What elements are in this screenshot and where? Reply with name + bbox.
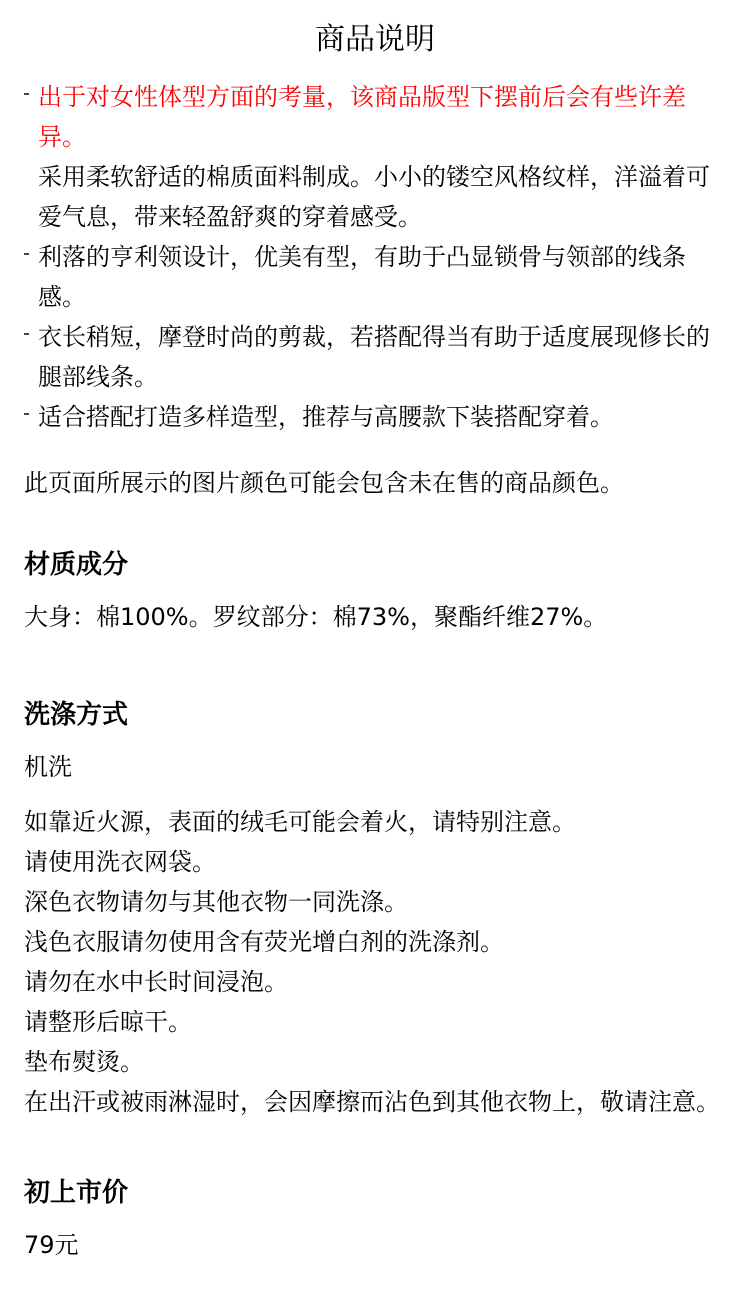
washing-heading: 洗涤方式	[24, 700, 129, 730]
washing-method: 机洗	[24, 753, 72, 781]
washing-note: 垫布熨烫。	[24, 1048, 144, 1076]
washing-note: 请使用洗衣网袋。	[24, 848, 216, 876]
washing-section	[0, 695, 750, 1122]
bullet-mark-icon	[24, 253, 29, 255]
washing-note: 在出汗或被雨淋湿时，会因摩擦而沾色到其他衣物上，敬请注意。	[24, 1088, 720, 1116]
price-heading: 初上市价	[24, 1178, 129, 1208]
description-item-warning	[24, 77, 728, 157]
description-text: 出于对女性体型方面的考量，该商品版型下摆前后会有些许差异。	[38, 83, 686, 151]
washing-note: 请勿在水中长时间浸泡。	[24, 968, 288, 996]
description-item-fabric	[24, 157, 728, 237]
material-section	[0, 545, 750, 637]
description-item-styling	[24, 397, 728, 437]
price-value: 79元	[24, 1231, 79, 1259]
description-text: 采用柔软舒适的棉质面料制成。小小的镂空风格纹样，洋溢着可爱气息，带来轻盈舒爽的穿着感受。	[38, 163, 710, 231]
bullet-mark-icon	[24, 93, 29, 95]
material-text: 大身：棉100%。罗纹部分：棉73%，聚酯纤维27%。	[24, 603, 608, 631]
description-list	[0, 77, 750, 437]
description-item-length	[24, 317, 728, 397]
washing-notes	[24, 802, 726, 1122]
washing-note: 浅色衣服请勿使用含有荧光增白剂的洗涤剂。	[24, 928, 504, 956]
bullet-mark-icon	[24, 333, 29, 335]
color-notice: 此页面所展示的图片颜色可能会包含未在售的商品颜色。	[24, 469, 624, 497]
page-title: 商品说明	[315, 22, 435, 57]
washing-note: 如靠近火源，表面的绒毛可能会着火，请特别注意。	[24, 808, 576, 836]
bullet-mark-icon	[24, 413, 29, 415]
description-text: 适合搭配打造多样造型，推荐与高腰款下装搭配穿着。	[38, 403, 614, 431]
description-text: 利落的亨利领设计，优美有型，有助于凸显锁骨与领部的线条感。	[38, 243, 686, 311]
washing-note: 请整形后晾干。	[24, 1008, 192, 1036]
description-text: 衣长稍短，摩登时尚的剪裁，若搭配得当有助于适度展现修长的腿部线条。	[38, 323, 710, 391]
price-section	[0, 1173, 750, 1265]
washing-note: 深色衣物请勿与其他衣物一同洗涤。	[24, 888, 408, 916]
description-item-collar	[24, 237, 728, 317]
material-heading: 材质成分	[24, 550, 129, 580]
